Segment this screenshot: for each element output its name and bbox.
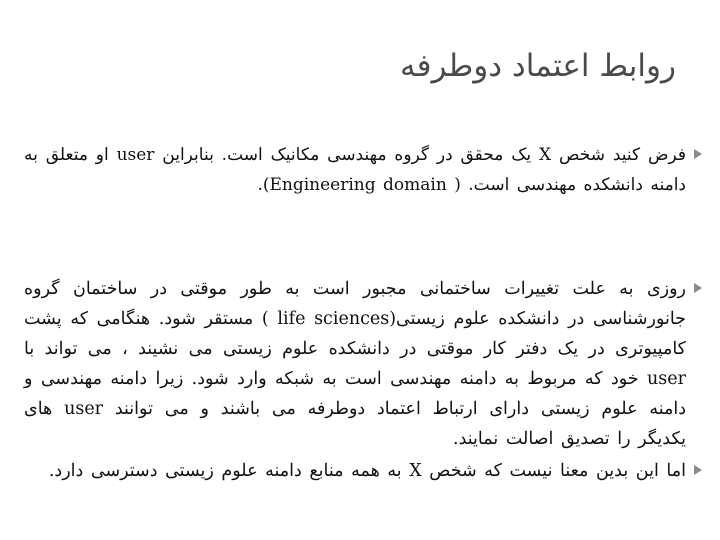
bullet-item bbox=[24, 140, 686, 268]
bullet-item bbox=[24, 274, 686, 450]
bullet-text: اما این بدین معنا نیست که شخص X به همه منابع دامنه علوم زیستی دسترسی دارد. bbox=[48, 461, 686, 481]
bullet-text: فرض کنید شخص X یک محقق در گروه مهندسی مکانیک است. بنابراین user او متعلق به دامنه دانشکده مهندسی است. ( Engineering domain). bbox=[24, 145, 687, 195]
bullet-text: روزی به علت تغییرات ساختمانی مجبور است به طور موقتی در ساختمان گروه جانورشناسی در دانشکده علوم زیستی(life sciences ) مستقر شود. هنگامی که پشت کامپیوتری در یک دفتر کار موقتی در دانشکده علوم زیستی می نشیند ، می تواند با user خود که مربوط به دامنه مهندسی است به شبکه وارد شود. زیرا دامنه مهندسی و دامنه علوم زیستی دارای ارتباط اعتماد دوطرفه می باشند و می توانند user های یکدیگر را تصدیق اصالت نمایند. bbox=[24, 279, 687, 449]
slide-title: روابط اعتماد دوطرفه bbox=[400, 48, 676, 84]
triangle-bullet-icon bbox=[694, 465, 702, 475]
bullet-item bbox=[24, 456, 686, 486]
triangle-bullet-icon bbox=[694, 149, 702, 159]
bullet-list bbox=[24, 140, 686, 492]
triangle-bullet-icon bbox=[694, 283, 702, 293]
